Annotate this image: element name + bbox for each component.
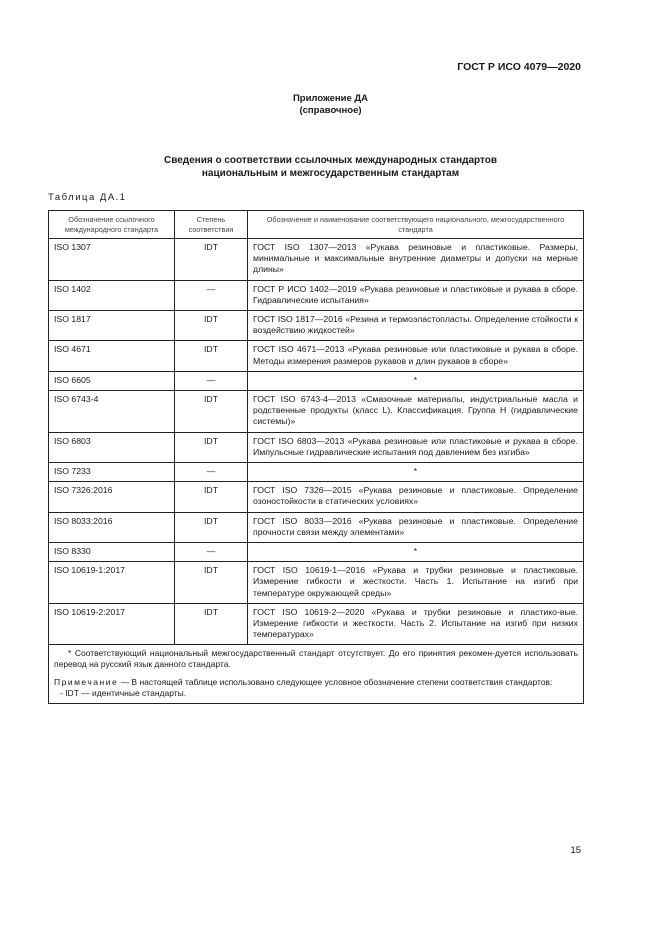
reference-cell: ISO 6605 [49, 371, 175, 390]
standard-cell: ГОСТ ISO 4671—2013 «Рукава резиновые или пластиковые и рукава в сборе. Методы измерения размеров рукавов и длин рукавов в сборе» [248, 341, 584, 371]
reference-cell: ISO 10619-2:2017 [49, 603, 175, 645]
table-row [49, 391, 584, 433]
degree-cell: — [175, 463, 248, 482]
standard-cell: * [248, 543, 584, 562]
degree-cell: IDT [175, 341, 248, 371]
degree-cell: IDT [175, 311, 248, 341]
notes-row [49, 645, 584, 704]
table-row [49, 603, 584, 645]
table-row [49, 311, 584, 341]
degree-cell: — [175, 371, 248, 390]
table-label: Таблица ДА.1 [48, 192, 127, 203]
degree-cell: IDT [175, 391, 248, 433]
standard-cell: ГОСТ ISO 6803—2013 «Рукава резиновые или пластиковые и рукава в сборе. Импульсные гидравлические испытания под давлением без изгиба» [248, 432, 584, 462]
degree-cell: IDT [175, 562, 248, 604]
reference-cell: ISO 10619-1:2017 [49, 562, 175, 604]
table-row [49, 512, 584, 542]
table-row [49, 280, 584, 310]
reference-cell: ISO 1307 [49, 239, 175, 281]
annex-header [0, 93, 661, 117]
reference-cell: ISO 6803 [49, 432, 175, 462]
degree-cell: — [175, 280, 248, 310]
standard-cell: ГОСТ Р ИСО 1402—2019 «Рукава резиновые и пластиковые и рукава в сборе. Гидравлические испытания» [248, 280, 584, 310]
table-footnote: * Соответствующий национальный межгосударственный стандарт отсутствует. До его принятия рекомен-дуется использовать перевод на русский язык данного стандарта. [54, 648, 578, 670]
reference-cell: ISO 8330 [49, 543, 175, 562]
reference-cell: ISO 6743-4 [49, 391, 175, 433]
column-header-degree: Степень соответствия [175, 211, 248, 239]
degree-cell: IDT [175, 603, 248, 645]
notes-cell [49, 645, 584, 704]
table-row [49, 371, 584, 390]
reference-cell: ISO 7326:2016 [49, 482, 175, 512]
annex-title: Приложение ДА [292, 93, 369, 104]
standard-cell: * [248, 463, 584, 482]
standard-cell: * [248, 371, 584, 390]
standard-cell: ГОСТ ISO 1307—2013 «Рукава резиновые и пластиковые. Размеры, минимальные и максимальные внутренние диаметры и допуски на мерные длины» [248, 239, 584, 281]
page-number: 15 [570, 845, 581, 856]
reference-cell: ISO 7233 [49, 463, 175, 482]
note-label: Примечание [54, 677, 119, 688]
standard-cell: ГОСТ ISO 6743-4—2013 «Смазочные материалы, индустриальные масла и родственные продукты (класс L). Классификация. Группа H (гидравлические системы)» [248, 391, 584, 433]
degree-cell: IDT [175, 512, 248, 542]
reference-cell: ISO 1402 [49, 280, 175, 310]
reference-cell: ISO 8033:2016 [49, 512, 175, 542]
correspondence-table [48, 210, 584, 704]
reference-cell: ISO 1817 [49, 311, 175, 341]
note-text: — В настоящей таблице использовано следующее условное обозначение степени соответствия стандартов: [118, 677, 553, 688]
note-item: - IDT — идентичные стандарты. [60, 688, 187, 699]
table-row [49, 239, 584, 281]
section-heading [0, 154, 661, 180]
degree-cell: IDT [175, 482, 248, 512]
standard-cell: ГОСТ ISO 1817—2016 «Резина и термоэластопласты. Определение стойкости к воздействию жидкостей» [248, 311, 584, 341]
degree-cell: IDT [175, 432, 248, 462]
table-row [49, 482, 584, 512]
table-header-row [49, 211, 584, 239]
column-header-standard: Обозначение и наименование соответствующего национального, межгосударственного стандарта [248, 211, 584, 239]
reference-cell: ISO 4671 [49, 341, 175, 371]
table-row [49, 341, 584, 371]
standard-cell: ГОСТ ISO 8033—2016 «Рукава резиновые и пластиковые. Определение прочности связи между элементами» [248, 512, 584, 542]
table-row [49, 543, 584, 562]
annex-subtitle: (справочное) [299, 105, 362, 116]
table-row [49, 562, 584, 604]
standard-cell: ГОСТ ISO 7326—2015 «Рукава резиновые и пластиковые. Определение озоностойкости в статических условиях» [248, 482, 584, 512]
standard-cell: ГОСТ ISO 10619-1—2016 «Рукава и трубки резиновые и пластиковые. Измерение гибкости и жесткости. Часть 1. Испытание на изгиб при температуре окружающей среды» [248, 562, 584, 604]
table-row [49, 463, 584, 482]
degree-cell: — [175, 543, 248, 562]
heading-line-2: национальным и межгосударственным стандартам [201, 168, 460, 179]
standard-code: ГОСТ Р ИСО 4079—2020 [457, 61, 581, 73]
column-header-reference: Обозначение ссылочного международного стандарта [49, 211, 175, 239]
degree-cell: IDT [175, 239, 248, 281]
table-note [54, 677, 578, 688]
heading-line-1: Сведения о соответствии ссылочных международных стандартов [163, 155, 498, 166]
table-row [49, 432, 584, 462]
standard-cell: ГОСТ ISO 10619-2—2020 «Рукава и трубки резиновые и пластико-вые. Измерение гибкости и жесткости. Часть 2. Испытание на изгиб при низких температурах» [248, 603, 584, 645]
